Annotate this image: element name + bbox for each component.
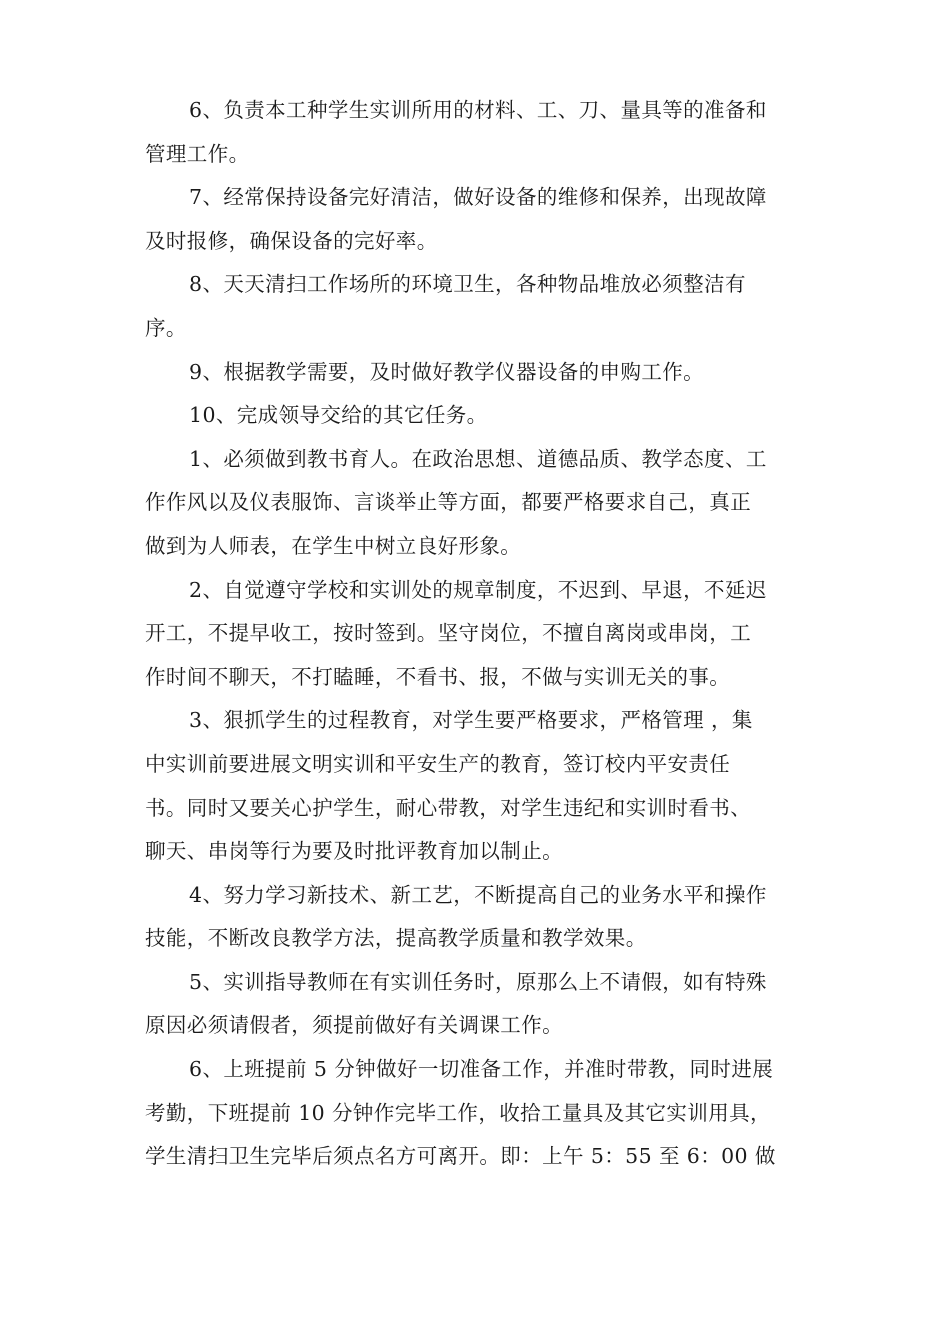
paragraph-first-line: 8、天天清扫工作场所的环境卫生，各种物品堆放必须整洁有: [189, 272, 746, 297]
paragraph: [145, 699, 808, 873]
paragraph-first-line: 9、根据教学需要，及时做好教学仪器设备的申购工作。: [189, 359, 705, 384]
paragraph-first-line: 3、狠抓学生的过程教育，对学生要严格要求，严格管理 ，集: [189, 708, 753, 733]
paragraph: [145, 874, 808, 961]
paragraph-first-line: 5、实训指导教师在有实训任务时，原那么上不请假，如有特殊: [189, 969, 767, 994]
paragraph-first-line: 6、负责本工种学生实训所用的材料、工、刀、量具等的准备和: [189, 98, 767, 122]
paragraph: [145, 263, 808, 350]
paragraph-first-line: 2、自觉遵守学校和实训处的规章制度，不迟到、早退，不延迟: [189, 577, 767, 602]
paragraph-line: 作时间不聊天，不打瞌睡，不看书、报，不做与实训无关的事。: [145, 664, 731, 689]
paragraph-line: 序。: [145, 315, 187, 340]
paragraph-line: 作作风以及仪表服饰、言谈举止等方面，都要严格要求自己，真正: [145, 490, 752, 515]
paragraph-first-line: 7、经常保持设备完好清洁，做好设备的维修和保养，出现故障: [189, 185, 767, 210]
paragraph-first-line: 4、努力学习新技术、新工艺，不断提高自己的业务水平和操作: [189, 882, 767, 907]
paragraph: [145, 569, 808, 700]
paragraph-line: 书。同时又要关心护学生，耐心带教，对学生违纪和实训时看书、: [145, 795, 752, 820]
paragraph-line: 学生清扫卫生完毕后须点名方可离开。即：上午 5：55 至 6：00 做: [145, 1144, 776, 1169]
paragraph-line: 做到为人师表，在学生中树立良好形象。: [145, 533, 522, 558]
paragraph-first-line: 6、上班提前 5 分钟做好一切准备工作，并准时带教，同时进展: [189, 1057, 774, 1082]
paragraph-line: 中实训前要进展文明实训和平安生产的教育，签订校内平安责任: [145, 751, 731, 776]
paragraph-line: 原因必须请假者，须提前做好有关调课工作。: [145, 1013, 563, 1038]
paragraph: [145, 438, 808, 569]
paragraph: [145, 89, 808, 176]
paragraph-line: 考勤，下班提前 10 分钟作完毕工作，收拾工量具及其它实训用具，: [145, 1100, 771, 1125]
paragraph-line: 管理工作。: [145, 141, 250, 166]
paragraph-line: 聊天、串岗等行为要及时批评教育加以制止。: [145, 839, 563, 864]
paragraph-line: 及时报修，确保设备的完好率。: [145, 228, 438, 253]
paragraph-first-line: 10、完成领导交给的其它任务。: [189, 403, 488, 428]
paragraph-line: 技能，不断改良教学方法，提高教学质量和教学效果。: [145, 926, 647, 951]
document-body: [145, 89, 808, 1179]
paragraph: [145, 351, 808, 395]
paragraph-first-line: 1、必须做到教书育人。在政治思想、道德品质、教学态度、工: [189, 446, 767, 471]
paragraph: [145, 1048, 808, 1179]
paragraph: [145, 961, 808, 1048]
paragraph-line: 开工，不提早收工，按时签到。坚守岗位，不擅自离岗或串岗，工: [145, 621, 752, 646]
paragraph: [145, 394, 808, 438]
paragraph: [145, 176, 808, 263]
